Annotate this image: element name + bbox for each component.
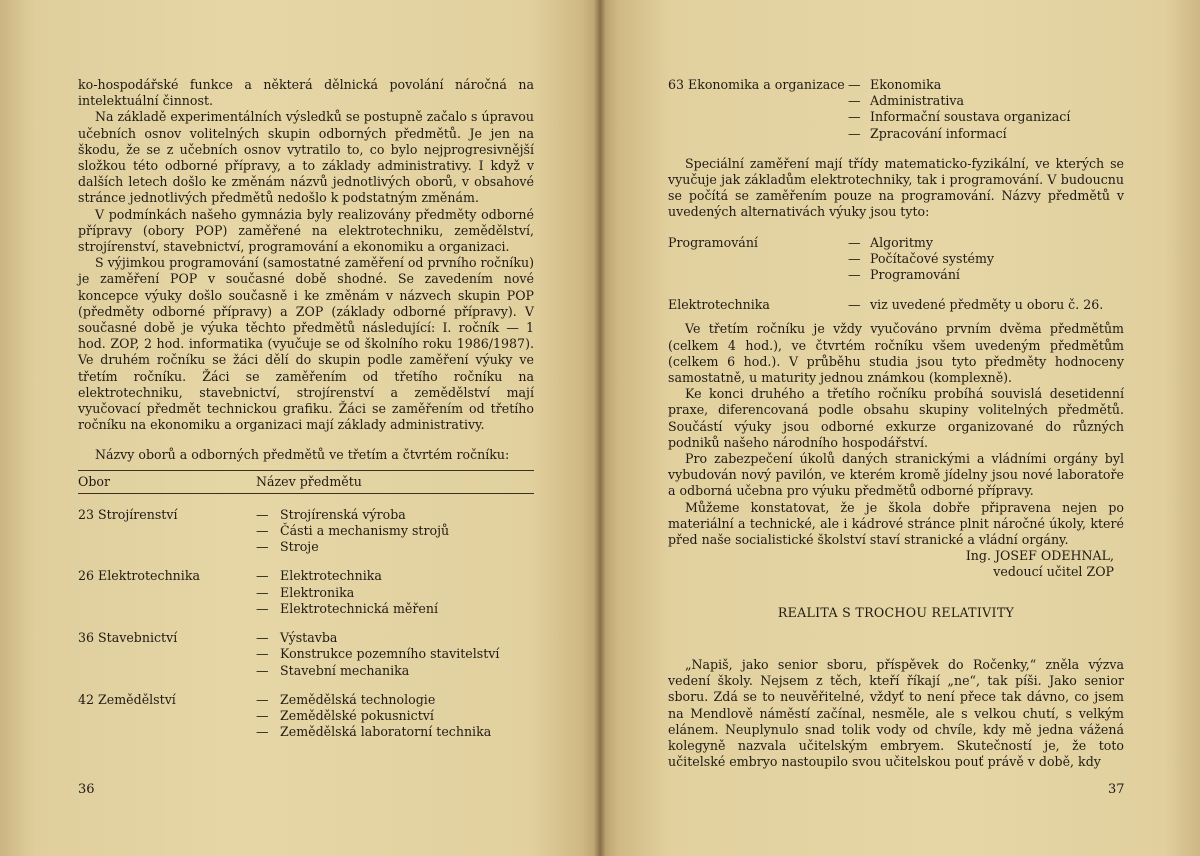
dash: —	[256, 523, 269, 539]
paragraph: ko-hospodářské funkce a některá dělnická povolání náročná na intelektuální činnost.	[78, 77, 534, 109]
subject-name: Zpracování informací	[870, 125, 1007, 141]
alt-label: Elektrotechnika	[668, 297, 770, 313]
table-row	[78, 692, 534, 741]
alt-list-item	[668, 267, 1124, 283]
dash: —	[848, 125, 861, 141]
dash: —	[256, 691, 269, 707]
paragraph: „Napiš, jako senior sboru, příspěvek do Ročenky,“ zněla výzva vedení školy. Nejsem z těch, kteří říkají „ne“, tak píši. Jako senior sboru. Zdá se to neuvěřitelné, vždyť to není přece tak dávno, co jsem na Mendlově náměstí začínal, nesměle, ale s velkou chutí, s velkým elánem. Neuplynulo snad tolik vody od chvíle, kdy mě jedna vážená kolegyně nazvala učitelským embryem. Skutečností je, že toto učitelské embryo nastoupilo svou učitelskou pouť právě v době, kdy	[668, 656, 1124, 770]
spacer	[668, 142, 1124, 156]
alt-list-item	[668, 235, 1124, 251]
dash: —	[256, 646, 269, 662]
table-row	[78, 630, 534, 679]
paragraph: Na základě experimentálních výsledků se postupně začalo s úpravou učebních osnov volitelných skupin odborných předmětů. Je jen na škodu, že se z učebních osnov vytratilo to, co bylo nejprogresivnější složkou této odborné přípravy, a to základy administrativy. I když v dalších letech došlo ke změnám názvů jednotlivých oborů, v obsahové stránce jednotlivých předmětů nedošlo k podstatným změnám.	[78, 109, 534, 206]
alt-list-item	[668, 251, 1124, 267]
paragraph: Ve třetím ročníku je vždy vyučováno prvním dvěma předmětům (celkem 4 hod.), ve čtvrtém ročníku všem uvedeným předmětům (celkem 6 hod.). V průběhu studia jsou tyto předměty hodnoceny samostatně, u maturity jednou známkou (komplexně).	[668, 321, 1124, 386]
dash: —	[848, 234, 861, 250]
page-number: 36	[78, 782, 95, 797]
subject-name: Strojírenská výroba	[280, 506, 406, 522]
dash: —	[848, 93, 861, 109]
table-row	[78, 507, 534, 556]
dash: —	[256, 662, 269, 678]
spacer	[668, 221, 1124, 235]
subject-name: Informační soustava organizací	[870, 109, 1071, 125]
paragraph: Pro zabezpečení úkolů daných stranickými a vládními orgány byl vybudován nový pavilón, ve kterém kromě jídelny jsou nové laboratoře a odborná učebna pro výuku předmětů odborné přípravy.	[668, 451, 1124, 499]
table-intro: Názvy oborů a odborných předmětů ve třetím a čtvrtém ročníku:	[95, 447, 510, 463]
dash: —	[848, 250, 861, 266]
signature-role: vedoucí učitel ZOP	[993, 564, 1114, 580]
obor-name: 63 Ekonomika a organizace	[668, 77, 845, 92]
dash: —	[256, 506, 269, 522]
subject-name: Programování	[870, 267, 960, 283]
obor-name: 42 Zemědělství	[78, 691, 176, 707]
subject-name: Elektronika	[280, 584, 355, 600]
article-heading: REALITA S TROCHOU RELATIVITY	[777, 604, 1015, 620]
spacer	[668, 283, 1124, 297]
dash: —	[848, 267, 861, 283]
right-text-column	[668, 77, 1124, 770]
subject-name: Elektrotechnická měření	[280, 600, 438, 616]
subject-name: Části a mechanismy strojů	[280, 523, 450, 539]
page-number: 37	[1108, 782, 1125, 797]
subject-name: Elektrotechnika	[280, 568, 382, 584]
subject-name: Zemědělské pokusnictví	[280, 707, 434, 723]
subject-name: Zemědělská laboratorní technika	[280, 724, 492, 740]
spacer	[78, 433, 534, 447]
alt-note: viz uvedené předměty u oboru č. 26.	[870, 297, 1104, 313]
dash: —	[256, 707, 269, 723]
signature	[668, 548, 1124, 580]
subject-name: Stavební mechanika	[280, 662, 410, 678]
column-header-obor: Obor	[78, 473, 110, 489]
dash: —	[256, 600, 269, 616]
subject-name: Výstavba	[280, 630, 338, 646]
subject-name: Algoritmy	[870, 234, 933, 250]
left-text-column	[78, 77, 534, 740]
alt-list-item	[668, 297, 1124, 313]
table-row	[78, 568, 534, 617]
dash: —	[256, 630, 269, 646]
dash: —	[848, 77, 861, 92]
obor-list-item	[668, 93, 1124, 109]
dash: —	[256, 539, 269, 555]
table-header	[78, 470, 534, 494]
paragraph: V podmínkách našeho gymnázia byly realizovány předměty odborné přípravy (obory POP) zaměřené na elektrotechniku, zemědělství, strojírenství, stavebnictví, programování a ekonomiku a organizaci.	[78, 206, 534, 255]
obor-list-item	[668, 109, 1124, 125]
subject-name: Konstrukce pozemního stavitelství	[280, 646, 500, 662]
subject-name: Ekonomika	[870, 77, 942, 92]
dash: —	[256, 568, 269, 584]
dash: —	[256, 724, 269, 740]
paragraph: S výjimkou programování (samostatné zaměření od prvního ročníku) je zaměření POP v současné době shodné. Se zavedením nové koncepce výuky došlo současně i ke změnám v názvech skupin POP (předměty odborné přípravy) a ZOP (základy odborné přípravy). V současné době je výuka těchto předmětů následující: I. ročník — 1 hod. ZOP, 2 hod. informatika (vyučuje se od školního roku 1986/1987). Ve druhém ročníku se žáci dělí do skupin podle zaměření výuky ve třetím ročníku. Žáci se zaměřením od třetího ročníku na elektrotechniku, stavebnictví, strojírenství a zemědělství mají vyučovací předmět technickou grafiku. Žáci se zaměřením od třetího ročníku na ekonomiku a organizaci mají základy administrativy.	[78, 255, 534, 433]
alt-label: Programování	[668, 234, 758, 250]
obor-list-item	[668, 77, 1124, 93]
obor-list-item	[668, 126, 1124, 142]
dash: —	[848, 297, 861, 313]
obor-name: 26 Elektrotechnika	[78, 568, 200, 584]
obor-name: 36 Stavebnictví	[78, 630, 178, 646]
paragraph: Ke konci druhého a třetího ročníku probíhá souvislá desetidenní praxe, diferencovaná podle obsahu skupiny volitelných předmětů. Součástí výuky jsou odborné exkurze organizované do různých podniků našeho národního hospodářství.	[668, 386, 1124, 450]
paragraph: Speciální zaměření mají třídy matematicko-fyzikální, ve kterých se vyučuje jak základům elektrotechniky, tak i programování. V budoucnu se počítá se zaměřením pouze na programování. Názvy předmětů v uvedených alternativách výuky jsou tyto:	[668, 155, 1124, 220]
subject-name: Zemědělská technologie	[280, 691, 436, 707]
subject-name: Počítačové systémy	[870, 250, 995, 266]
obor-name: 23 Strojírenství	[78, 506, 178, 522]
subject-name: Administrativa	[870, 93, 965, 109]
paragraph: Můžeme konstatovat, že je škola dobře připravena nejen po materiální a technické, ale i kádrové stránce plnit náročné úkoly, které před naše socialistické školství staví stranické a vládní orgány.	[668, 499, 1124, 548]
dash: —	[256, 584, 269, 600]
right-page	[600, 0, 1200, 856]
book-spine	[594, 0, 606, 856]
column-header-predmet: Název předmětu	[256, 473, 362, 489]
subject-name: Stroje	[280, 539, 319, 555]
dash: —	[848, 109, 861, 125]
signature-name: Ing. JOSEF ODEHNAL,	[965, 548, 1114, 564]
